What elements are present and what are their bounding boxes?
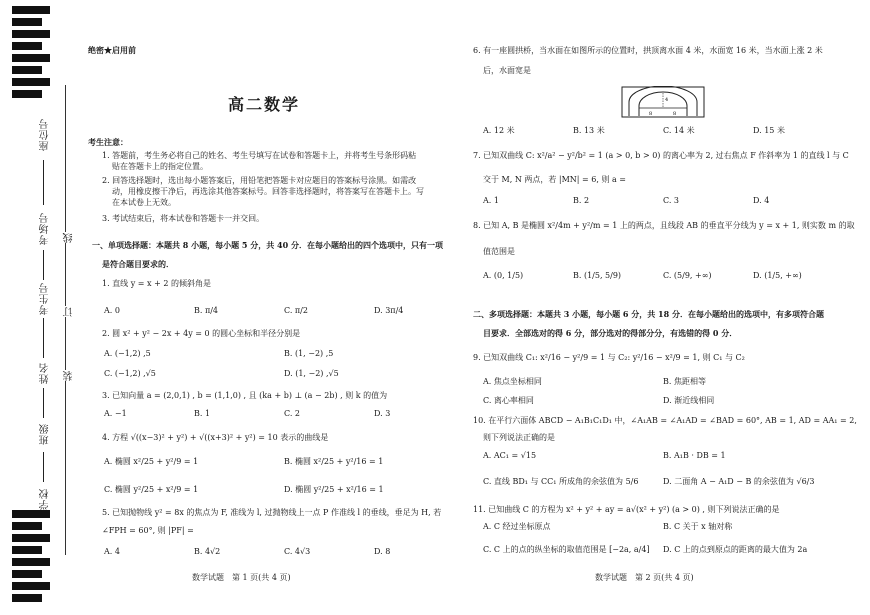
- q5-option-d: D. 8: [374, 547, 391, 556]
- q11-option-d: D. C 上的点到原点的距离的最大值为 2a: [663, 545, 808, 554]
- q3-option-b: B. 1: [194, 409, 211, 418]
- q5-option-b: B. 4√2: [194, 547, 221, 556]
- binding-stripe: [12, 90, 42, 98]
- binding-stripe: [12, 510, 50, 518]
- binding-stripe: [12, 522, 42, 530]
- arch-bridge-figure: [621, 86, 705, 118]
- candidate-number-line: [43, 318, 44, 358]
- secret-mark: 绝密★启用前: [88, 45, 136, 55]
- binding-stripe: [12, 546, 42, 554]
- question-9: 9. 已知双曲线 C₁: x²/16 − y²/9 = 1 与 C₂: y²/16 − x²/9 = 1, 则 C₁ 与 C₂: [473, 353, 745, 362]
- q4-option-c: C. 椭圆 y²/25 + x²/9 = 1: [104, 485, 199, 494]
- question-7-cont: 交于 M, N 两点，若 |MN| = 6, 则 a =: [483, 175, 627, 184]
- q9-option-b: B. 焦距相等: [663, 377, 706, 386]
- binding-stripe: [12, 54, 50, 62]
- cut-mark-line: 线: [64, 232, 75, 243]
- footer-page-2: 数学试题 第 2 页(共 4 页): [595, 573, 694, 582]
- q6-option-b: B. 13 米: [573, 126, 605, 135]
- q3-option-d: D. 3: [374, 409, 391, 418]
- class-label: 班级: [40, 423, 51, 445]
- q8-option-b: B. (1/5, 5/9): [573, 271, 622, 280]
- q3-option-c: C. 2: [284, 409, 301, 418]
- binding-line: [65, 85, 66, 555]
- q11-option-a: A. C 经过坐标原点: [483, 522, 551, 531]
- section-2-heading-cont: 目要求．全部选对的得 6 分，部分选对的得部分分，有选错的得 0 分．: [483, 328, 738, 338]
- q6-option-c: C. 14 米: [663, 126, 695, 135]
- notice-item: 2. 回答选择题时，选出每小题答案后，用铅笔把答题卡对应题目的答案标号涂黑。如需改: [102, 176, 417, 185]
- q6-option-a: A. 12 米: [483, 126, 515, 135]
- arch-left-width-label: 8: [649, 111, 653, 117]
- question-6-cont: 后，水面宽是: [483, 66, 531, 75]
- name-line: [43, 388, 44, 418]
- q7-option-a: A. 1: [483, 196, 499, 205]
- q5-option-c: C. 4√3: [284, 547, 311, 556]
- notice-item: 1. 答题前，考生务必将自己的姓名、考生号填写在试卷和答题卡上，并将考生号条形码粘: [102, 151, 417, 160]
- school-label: 学校: [40, 488, 51, 510]
- binding-stripe: [12, 534, 50, 542]
- question-4: 4. 方程 √((x−3)² + y²) + √((x+3)² + y²) = 10 表示的曲线是: [102, 433, 329, 442]
- page-title: 高二数学: [228, 95, 301, 114]
- q1-option-a: A. 0: [104, 306, 120, 315]
- q7-option-d: D. 4: [753, 196, 770, 205]
- section-1-heading: 一、单项选择题：本题共 8 小题，每小题 5 分，共 40 分．在每小题给出的四个选项中，只有一项: [92, 240, 443, 250]
- q10-option-d: D. 二面角 A − A₁D − B 的余弦值为 √6/3: [663, 477, 815, 486]
- binding-stripe: [12, 558, 50, 566]
- q10-option-b: B. A₁B · DB = 1: [663, 451, 726, 460]
- q11-option-b: B. C 关于 x 轴对称: [663, 522, 733, 531]
- binding-stripe: [12, 18, 42, 26]
- binding-stripe: [12, 30, 50, 38]
- q3-option-a: A. −1: [104, 409, 127, 418]
- binding-stripe: [12, 594, 42, 602]
- q9-option-d: D. 渐近线相同: [663, 396, 715, 405]
- binding-stripe: [12, 6, 50, 14]
- q10-option-a: A. AC₁ = √15: [483, 451, 537, 460]
- q10-option-c: C. 直线 BD₁ 与 CC₁ 所成角的余弦值为 5/6: [483, 477, 639, 486]
- q7-option-b: B. 2: [573, 196, 590, 205]
- exam-room-label: 考场号: [40, 212, 51, 245]
- page-1: [88, 0, 448, 615]
- q5-option-a: A. 4: [104, 547, 120, 556]
- q9-option-a: A. 焦点坐标相同: [483, 377, 542, 386]
- page-2: [473, 0, 857, 615]
- footer-page-1: 数学试题 第 1 页(共 4 页): [192, 573, 291, 582]
- question-11: 11. 已知曲线 C 的方程为 x² + y² + ay = a√(x² + y²) (a > 0) , 则下列说法正确的是: [473, 505, 780, 514]
- q8-option-c: C. (5/9, +∞): [663, 271, 712, 280]
- binding-stripe: [12, 570, 42, 578]
- exam-room-line: [43, 250, 44, 280]
- q4-option-a: A. 椭圆 x²/25 + y²/9 = 1: [104, 457, 199, 466]
- q1-option-c: C. π/2: [284, 306, 308, 315]
- question-5-cont: ∠FPH = 60°, 则 |PF| =: [102, 526, 194, 535]
- notice-heading: 考生注意：: [88, 137, 128, 147]
- name-label: 姓名: [40, 362, 51, 384]
- question-5: 5. 已知抛物线 y² = 8x 的焦点为 F, 准线为 l, 过抛物线上一点 P 作准线 l 的垂线，垂足为 H, 若: [102, 508, 442, 517]
- notice-item: 动，用橡皮擦干净后，再选涂其他答案标号。回答非选择题时，将答案写在答题卡上。写: [112, 187, 424, 196]
- q1-option-b: B. π/4: [194, 306, 219, 315]
- q11-option-c: C. C 上的点的纵坐标的取值范围是 [−2a, a/4]: [483, 545, 650, 554]
- question-6: 6. 有一座圆拱桥，当水面在如图所示的位置时，拱顶离水面 4 米，水面宽 16 米，当水面上涨 2 米: [473, 46, 823, 55]
- question-7: 7. 已知双曲线 C: x²/a² − y²/b² = 1 (a > 0, b > 0) 的离心率为 2, 过右焦点 F 作斜率为 1 的直线 l 与 C: [473, 151, 849, 160]
- q1-option-d: D. 3π/4: [374, 306, 404, 315]
- question-1: 1. 直线 y = x + 2 的倾斜角是: [102, 279, 211, 288]
- seat-number-line: [43, 160, 44, 205]
- q8-option-d: D. (1/5, +∞): [753, 271, 802, 280]
- q9-option-c: C. 离心率相同: [483, 396, 534, 405]
- q4-option-d: D. 椭圆 y²/25 + x²/16 = 1: [284, 485, 384, 494]
- binding-stripe: [12, 78, 50, 86]
- arch-right-width-label: 8: [673, 111, 677, 117]
- candidate-number-label: 考生号: [40, 282, 51, 315]
- question-10-cont: 则下列说法正确的是: [483, 433, 555, 442]
- notice-item: 3. 考试结束后，将本试卷和答题卡一并交回。: [102, 214, 265, 223]
- question-8: 8. 已知 A, B 是椭圆 x²/4m + y²/m = 1 上的两点，且线段 AB 的垂直平分线为 y = x + 1, 则实数 m 的取: [473, 221, 855, 230]
- class-line: [43, 452, 44, 482]
- section-1-heading-cont: 是符合题目要求的．: [102, 259, 174, 269]
- cut-mark-install: 装: [64, 370, 75, 381]
- seat-number-label: 座位号: [40, 118, 51, 151]
- q2-option-d: D. (1, −2) ,√5: [284, 369, 339, 378]
- q2-option-a: A. (−1,2) ,5: [104, 349, 151, 358]
- q2-option-c: C. (−1,2) ,√5: [104, 369, 156, 378]
- q7-option-c: C. 3: [663, 196, 680, 205]
- q6-option-d: D. 15 米: [753, 126, 785, 135]
- question-2: 2. 圆 x² + y² − 2x + 4y = 0 的圆心坐标和半径分别是: [102, 329, 301, 338]
- q2-option-b: B. (1, −2) ,5: [284, 349, 334, 358]
- notice-item: 贴在答题卡上的指定位置。: [112, 162, 208, 171]
- q4-option-b: B. 椭圆 x²/25 + y²/16 = 1: [284, 457, 384, 466]
- q8-option-a: A. (0, 1/5): [483, 271, 524, 280]
- arch-height-label: 4: [665, 97, 669, 103]
- question-3: 3. 已知向量 a = (2,0,1) , b = (1,1,0) , 且 (ka + b) ⊥ (a − 2b) , 则 k 的值为: [102, 391, 388, 400]
- binding-stripe: [12, 582, 50, 590]
- question-8-cont: 值范围是: [483, 247, 515, 256]
- notice-item: 在本试卷上无效。: [112, 198, 176, 207]
- binding-stripe: [12, 42, 42, 50]
- cut-mark-bind: 订: [64, 306, 75, 317]
- binding-stripe: [12, 66, 42, 74]
- section-2-heading: 二、多项选择题：本题共 3 小题，每小题 6 分，共 18 分．在每小题给出的选项中，有多项符合题: [473, 309, 824, 319]
- question-10: 10. 在平行六面体 ABCD − A₁B₁C₁D₁ 中，∠A₁AB = ∠A₁AD = ∠BAD = 60°, AB = 1, AD = AA₁ = 2,: [473, 416, 857, 425]
